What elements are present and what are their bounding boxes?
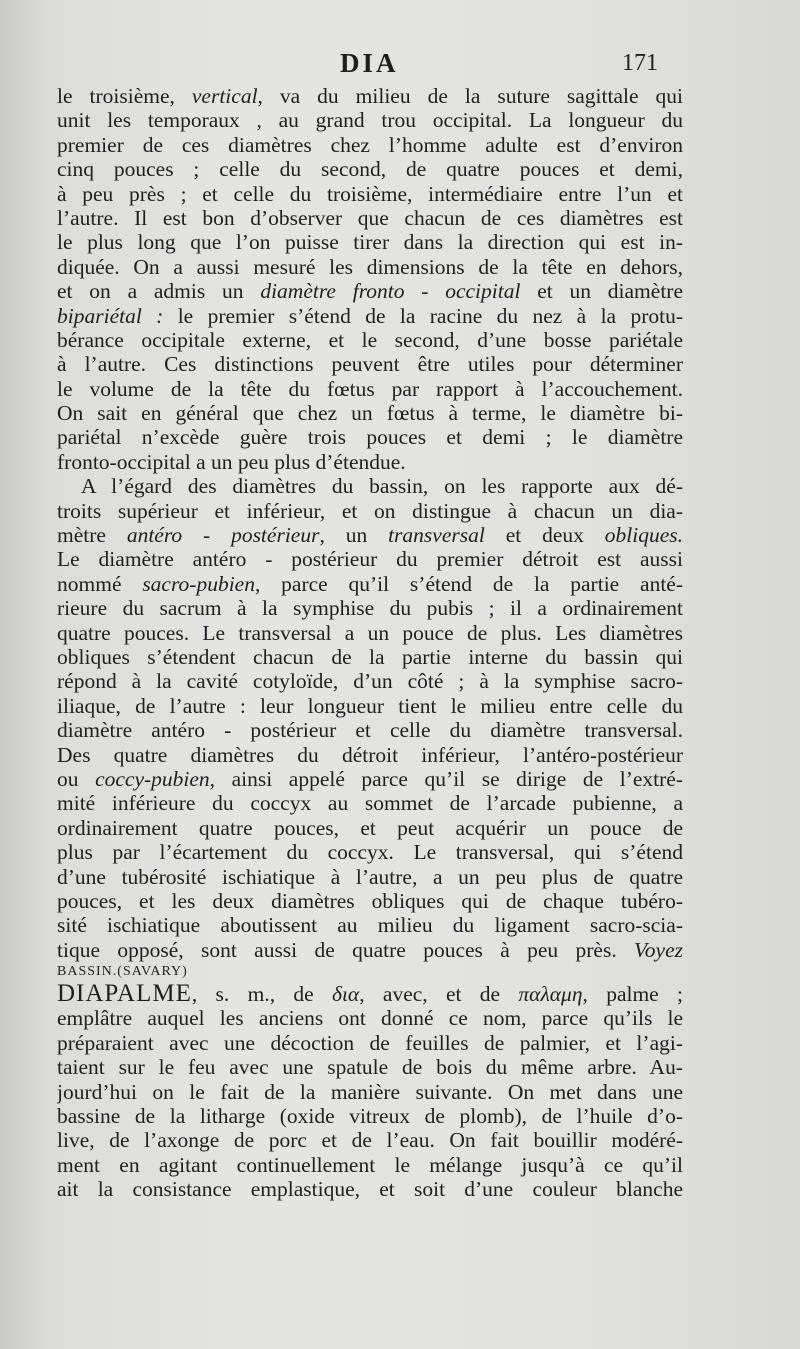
text-run: Des quatre diamètres du détroit inférieur, l’antéro-postérieur (57, 742, 683, 767)
text-line (57, 474, 683, 498)
text-run: le plus long que l’on puisse tirer dans la direction qui est in- (57, 230, 683, 255)
text-run: sité ischiatique aboutissent au milieu du ligament sacro-scia- (57, 913, 683, 938)
text-run: le troisième, (57, 84, 192, 108)
italic-term: παλαμη (518, 982, 583, 1007)
italic-term: coccy-pubien (95, 766, 210, 791)
text-run: mité inférieure du coccyx au sommet de l’arcade pubienne, a (57, 791, 683, 816)
text-run: diamètre antéro - postérieur et celle du diamètre transversal. (57, 718, 683, 743)
text-line (57, 816, 683, 840)
text-line (57, 669, 683, 693)
text-run: à l’autre. Ces distinctions peuvent être utiles pour déterminer (57, 352, 683, 377)
text-line (57, 718, 683, 742)
text-line (57, 840, 683, 864)
text-line (57, 425, 683, 449)
text-run: jourd’hui on le fait de la manière suivante. On met dans une (57, 1079, 683, 1104)
text-line (57, 401, 683, 425)
text-run: , ainsi appelé parce qu’il se dirige de l’extré- (209, 766, 683, 791)
text-run: live, de l’axonge de porc et de l’eau. On fait bouillir modéré- (57, 1128, 683, 1153)
text-run: l’autre. Il est bon d’observer que chacun de ces diamètres est (57, 205, 683, 230)
text-run: quatre pouces. Le transversal a un pouce de plus. Les diamètres (57, 620, 683, 645)
italic-term: transversal (388, 523, 485, 548)
text-run: On sait en général que chez un fœtus à terme, le diamètre bi- (57, 401, 683, 426)
italic-term: obliques. (604, 523, 683, 548)
text-line (57, 108, 683, 132)
text-run: préparaient avec une décoction de feuilles de palmier, et l’agi- (57, 1030, 683, 1055)
text-run: , palme ; (582, 982, 683, 1007)
text-line (57, 645, 683, 669)
text-run: à peu près ; et celle du troisième, intermédiaire entre l’un et (57, 181, 683, 206)
text-run: et un diamètre (520, 279, 683, 304)
text-line (57, 377, 683, 401)
text-run: rieure du sacrum à la symphise du pubis ; il a ordinairement (57, 596, 683, 621)
text-run: troits supérieur et inférieur, et on distingue à chacun un dia- (57, 498, 683, 523)
text-run: et deux (484, 523, 605, 548)
text-run: répond à la cavité cotyloïde, d’un côté ; à la symphise sacro- (57, 669, 683, 694)
text-run: le premier s’étend de la racine du nez à la protu- (163, 303, 683, 328)
page-header (0, 48, 800, 82)
text-line (57, 621, 683, 645)
text-line (57, 694, 683, 718)
running-head: DIA (340, 48, 399, 78)
page-number: 171 (622, 50, 658, 76)
italic-term: bipariétal : (57, 303, 164, 328)
text-run: nommé (57, 571, 143, 596)
text-line (57, 450, 683, 474)
text-line (57, 1128, 683, 1152)
text-line (57, 938, 683, 962)
text-line (57, 1055, 683, 1079)
text-line (57, 352, 683, 376)
text-run: et on a admis un (57, 279, 261, 304)
text-line (57, 913, 683, 937)
text-line (57, 982, 683, 1006)
text-line (57, 889, 683, 913)
text-run: fronto-occipital a un peu plus d’étendue. (57, 449, 406, 474)
italic-term: vertical (191, 84, 258, 108)
text-run: ait la consistance emplastique, et soit d’une couleur blanche (57, 1177, 683, 1202)
text-line (57, 1153, 683, 1177)
text-run: , un (319, 523, 389, 548)
text-line (57, 865, 683, 889)
text-run: tique opposé, sont aussi de quatre pouces à peu près. (57, 937, 635, 962)
text-line (57, 328, 683, 352)
text-run: , parce qu’il s’étend de la partie anté- (254, 571, 683, 596)
signature-line (57, 962, 683, 982)
italic-term: antéro - postérieur (126, 523, 320, 548)
text-line (57, 523, 683, 547)
entry-headword: DIAPALME (57, 982, 192, 1007)
text-run: , avec, et de (359, 982, 519, 1007)
text-run: cinq pouces ; celle du second, de quatre pouces et demi, (57, 157, 683, 182)
text-run: le volume de la tête du fœtus par rapport à l’accouchement. (57, 376, 683, 401)
text-line (57, 767, 683, 791)
text-run: Le diamètre antéro - postérieur du premier détroit est aussi (57, 547, 683, 572)
text-line (57, 572, 683, 596)
text-line (57, 1177, 683, 1201)
text-run: taient sur le feu avec une spatule de bois du même arbre. Au- (57, 1055, 683, 1080)
italic-term: Voyez (634, 937, 683, 962)
text-run: plus par l’écartement du coccyx. Le transversal, qui s’étend (57, 840, 683, 865)
text-line (57, 547, 683, 571)
text-line (57, 1104, 683, 1128)
text-run: BASSIN. (57, 964, 118, 980)
text-line (57, 84, 683, 108)
text-run: ment en agitant continuellement le mélange jusqu’à ce qu’il (57, 1152, 683, 1177)
text-run: obliques s’étendent chacun de la partie interne du bassin qui (57, 644, 683, 669)
text-line (57, 1031, 683, 1055)
text-run: unit les temporaux , au grand trou occipital. La longueur du (57, 108, 683, 133)
italic-term: sacro-pubien (142, 571, 255, 596)
text-run: diquée. On a aussi mesuré les dimensions de la tête en dehors, (57, 254, 683, 279)
text-run: mètre (57, 523, 127, 548)
body-text (57, 84, 683, 1202)
text-line (57, 279, 683, 303)
italic-term: δια (331, 982, 360, 1007)
text-run: A l’égard des diamètres du bassin, on les rapporte aux dé- (81, 474, 683, 499)
text-run: (SAVARY) (117, 964, 188, 980)
text-run: , va du milieu de la suture sagittale qui (257, 84, 683, 108)
text-run: ou (57, 766, 96, 791)
text-line (57, 743, 683, 767)
text-line (57, 133, 683, 157)
text-line (57, 255, 683, 279)
text-line (57, 596, 683, 620)
text-run: , s. m., de (191, 982, 332, 1007)
text-run: bérance occipitale externe, et le second, d’une bosse pariétale (57, 327, 683, 352)
text-run: ordinairement quatre pouces, et peut acquérir un pouce de (57, 815, 683, 840)
text-run: emplâtre auquel les anciens ont donné ce nom, parce qu’ils le (57, 1006, 683, 1031)
text-run: pariétal n’excède guère trois pouces et demi ; le diamètre (57, 425, 683, 450)
text-line (57, 304, 683, 328)
text-line (57, 1006, 683, 1030)
text-run: pouces, et les deux diamètres obliques qui de chaque tubéro- (57, 888, 683, 913)
text-line (57, 499, 683, 523)
text-run: premier de ces diamètres chez l’homme adulte est d’environ (57, 132, 683, 157)
text-line (57, 230, 683, 254)
text-line (57, 791, 683, 815)
text-line (57, 1080, 683, 1104)
text-run: d’une tubérosité ischiatique à l’autre, a un peu plus de quatre (57, 864, 683, 889)
italic-term: diamètre fronto - occipital (260, 279, 521, 304)
text-line (57, 206, 683, 230)
text-run: iliaque, de l’autre : leur longueur tient le milieu entre celle du (57, 693, 683, 718)
text-line (57, 157, 683, 181)
text-line (57, 182, 683, 206)
text-run: bassine de la litharge (oxide vitreux de plomb), de l’huile d’o- (57, 1104, 683, 1129)
